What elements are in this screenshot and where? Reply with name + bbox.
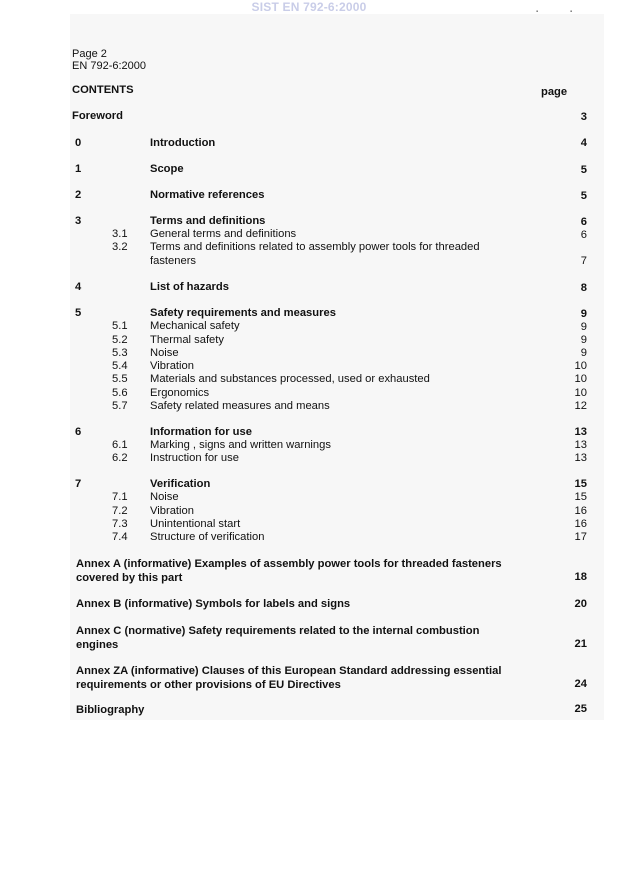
page-column-heading: page bbox=[541, 86, 568, 98]
contents-heading: CONTENTS bbox=[72, 84, 134, 96]
section-number: 7 bbox=[75, 478, 82, 490]
subsection-title: Vibration bbox=[150, 360, 194, 372]
subsection-title: Safety related measures and means bbox=[150, 400, 330, 412]
toc-page-number: 15 bbox=[574, 491, 587, 503]
section-title: Verification bbox=[150, 478, 211, 490]
section-title: Normative references bbox=[150, 189, 265, 201]
subsection-title: Vibration bbox=[150, 505, 194, 517]
section-number: 0 bbox=[75, 137, 82, 149]
bibliography-title: Bibliography bbox=[76, 704, 145, 716]
toc-page-number: 7 bbox=[580, 255, 587, 267]
subsection-number: 6.1 bbox=[112, 439, 128, 451]
toc-page-number: 3 bbox=[580, 111, 587, 123]
annex-title-continued: engines bbox=[76, 639, 119, 651]
toc-page-number: 12 bbox=[574, 400, 587, 412]
section-title: Information for use bbox=[150, 426, 252, 438]
toc-page-number: 16 bbox=[574, 505, 587, 517]
subsection-number: 7.1 bbox=[112, 491, 128, 503]
subsection-number: 7.2 bbox=[112, 505, 128, 517]
subsection-title: Marking , signs and written warnings bbox=[150, 439, 331, 451]
section-title: Terms and definitions bbox=[150, 215, 266, 227]
annex-title: Annex C (normative) Safety requirements related to the internal combustion bbox=[76, 625, 480, 637]
annex-title-continued: requirements or other provisions of EU Directives bbox=[76, 679, 341, 691]
toc-page-number: 6 bbox=[580, 229, 587, 241]
annex-title: Annex ZA (informative) Clauses of this European Standard addressing essential bbox=[76, 665, 502, 677]
section-number: 4 bbox=[75, 281, 82, 293]
toc-page-number: 18 bbox=[574, 571, 587, 583]
toc-page-number: 13 bbox=[574, 452, 587, 464]
toc-page-number: 9 bbox=[580, 334, 587, 346]
toc-page-number: 25 bbox=[574, 703, 587, 715]
toc-page-number: 13 bbox=[574, 426, 587, 438]
section-number: 1 bbox=[75, 163, 82, 175]
standard-number: EN 792-6:2000 bbox=[72, 60, 146, 72]
section-title: Scope bbox=[150, 163, 184, 175]
toc-page-number: 4 bbox=[580, 137, 587, 149]
section-title: List of hazards bbox=[150, 281, 229, 293]
section-title: Introduction bbox=[150, 137, 216, 149]
page-label: Page 2 bbox=[72, 48, 107, 60]
subsection-title: Structure of verification bbox=[150, 531, 265, 543]
toc-page-number: 24 bbox=[574, 678, 587, 690]
subsection-number: 5.6 bbox=[112, 387, 128, 399]
subsection-title: Mechanical safety bbox=[150, 320, 240, 332]
toc-page-number: 10 bbox=[574, 387, 587, 399]
subsection-title: General terms and definitions bbox=[150, 228, 297, 240]
subsection-title: Terms and definitions related to assembly power tools for threaded bbox=[150, 241, 480, 253]
foreword-title: Foreword bbox=[72, 110, 123, 122]
scan-mark: ▪ bbox=[536, 9, 539, 15]
toc-page-number: 15 bbox=[574, 478, 587, 490]
subsection-title: Instruction for use bbox=[150, 452, 239, 464]
section-number: 6 bbox=[75, 426, 82, 438]
section-title: Safety requirements and measures bbox=[150, 307, 336, 319]
subsection-number: 3.1 bbox=[112, 228, 128, 240]
subsection-number: 5.5 bbox=[112, 373, 128, 385]
toc-page-number: 5 bbox=[580, 190, 587, 202]
scan-mark: ▪ bbox=[570, 9, 573, 15]
toc-page-number: 10 bbox=[574, 373, 587, 385]
toc-page-number: 9 bbox=[580, 308, 587, 320]
toc-page-number: 9 bbox=[580, 321, 587, 333]
subsection-number: 5.7 bbox=[112, 400, 128, 412]
subsection-title: Noise bbox=[150, 491, 179, 503]
subsection-title: Ergonomics bbox=[150, 387, 210, 399]
subsection-title: Materials and substances processed, used or exhausted bbox=[150, 373, 430, 385]
subsection-number: 3.2 bbox=[112, 241, 128, 253]
subsection-title-continued: fasteners bbox=[150, 255, 197, 267]
section-number: 2 bbox=[75, 189, 82, 201]
subsection-title: Noise bbox=[150, 347, 179, 359]
subsection-number: 7.4 bbox=[112, 531, 128, 543]
annex-title: Annex B (informative) Symbols for labels and signs bbox=[76, 598, 351, 610]
subsection-title: Unintentional start bbox=[150, 518, 241, 530]
subsection-title: Thermal safety bbox=[150, 334, 224, 346]
toc-page-number: 9 bbox=[580, 347, 587, 359]
toc-page-number: 10 bbox=[574, 360, 587, 372]
section-number: 3 bbox=[75, 215, 82, 227]
annex-title: Annex A (informative) Examples of assembly power tools for threaded fasteners bbox=[76, 558, 502, 570]
annex-title-continued: covered by this part bbox=[76, 572, 183, 584]
toc-page-number: 20 bbox=[574, 598, 587, 610]
watermark: SIST EN 792-6:2000 bbox=[251, 0, 367, 14]
subsection-number: 5.2 bbox=[112, 334, 128, 346]
toc-page-number: 16 bbox=[574, 518, 587, 530]
toc-page-number: 8 bbox=[580, 282, 587, 294]
toc-page-number: 6 bbox=[580, 216, 587, 228]
subsection-number: 7.3 bbox=[112, 518, 128, 530]
subsection-number: 5.4 bbox=[112, 360, 128, 372]
toc-page-number: 13 bbox=[574, 439, 587, 451]
toc-page-number: 17 bbox=[574, 531, 587, 543]
toc-page-number: 5 bbox=[580, 164, 587, 176]
section-number: 5 bbox=[75, 307, 82, 319]
subsection-number: 6.2 bbox=[112, 452, 128, 464]
subsection-number: 5.3 bbox=[112, 347, 128, 359]
toc-page-number: 21 bbox=[574, 638, 587, 650]
subsection-number: 5.1 bbox=[112, 320, 128, 332]
